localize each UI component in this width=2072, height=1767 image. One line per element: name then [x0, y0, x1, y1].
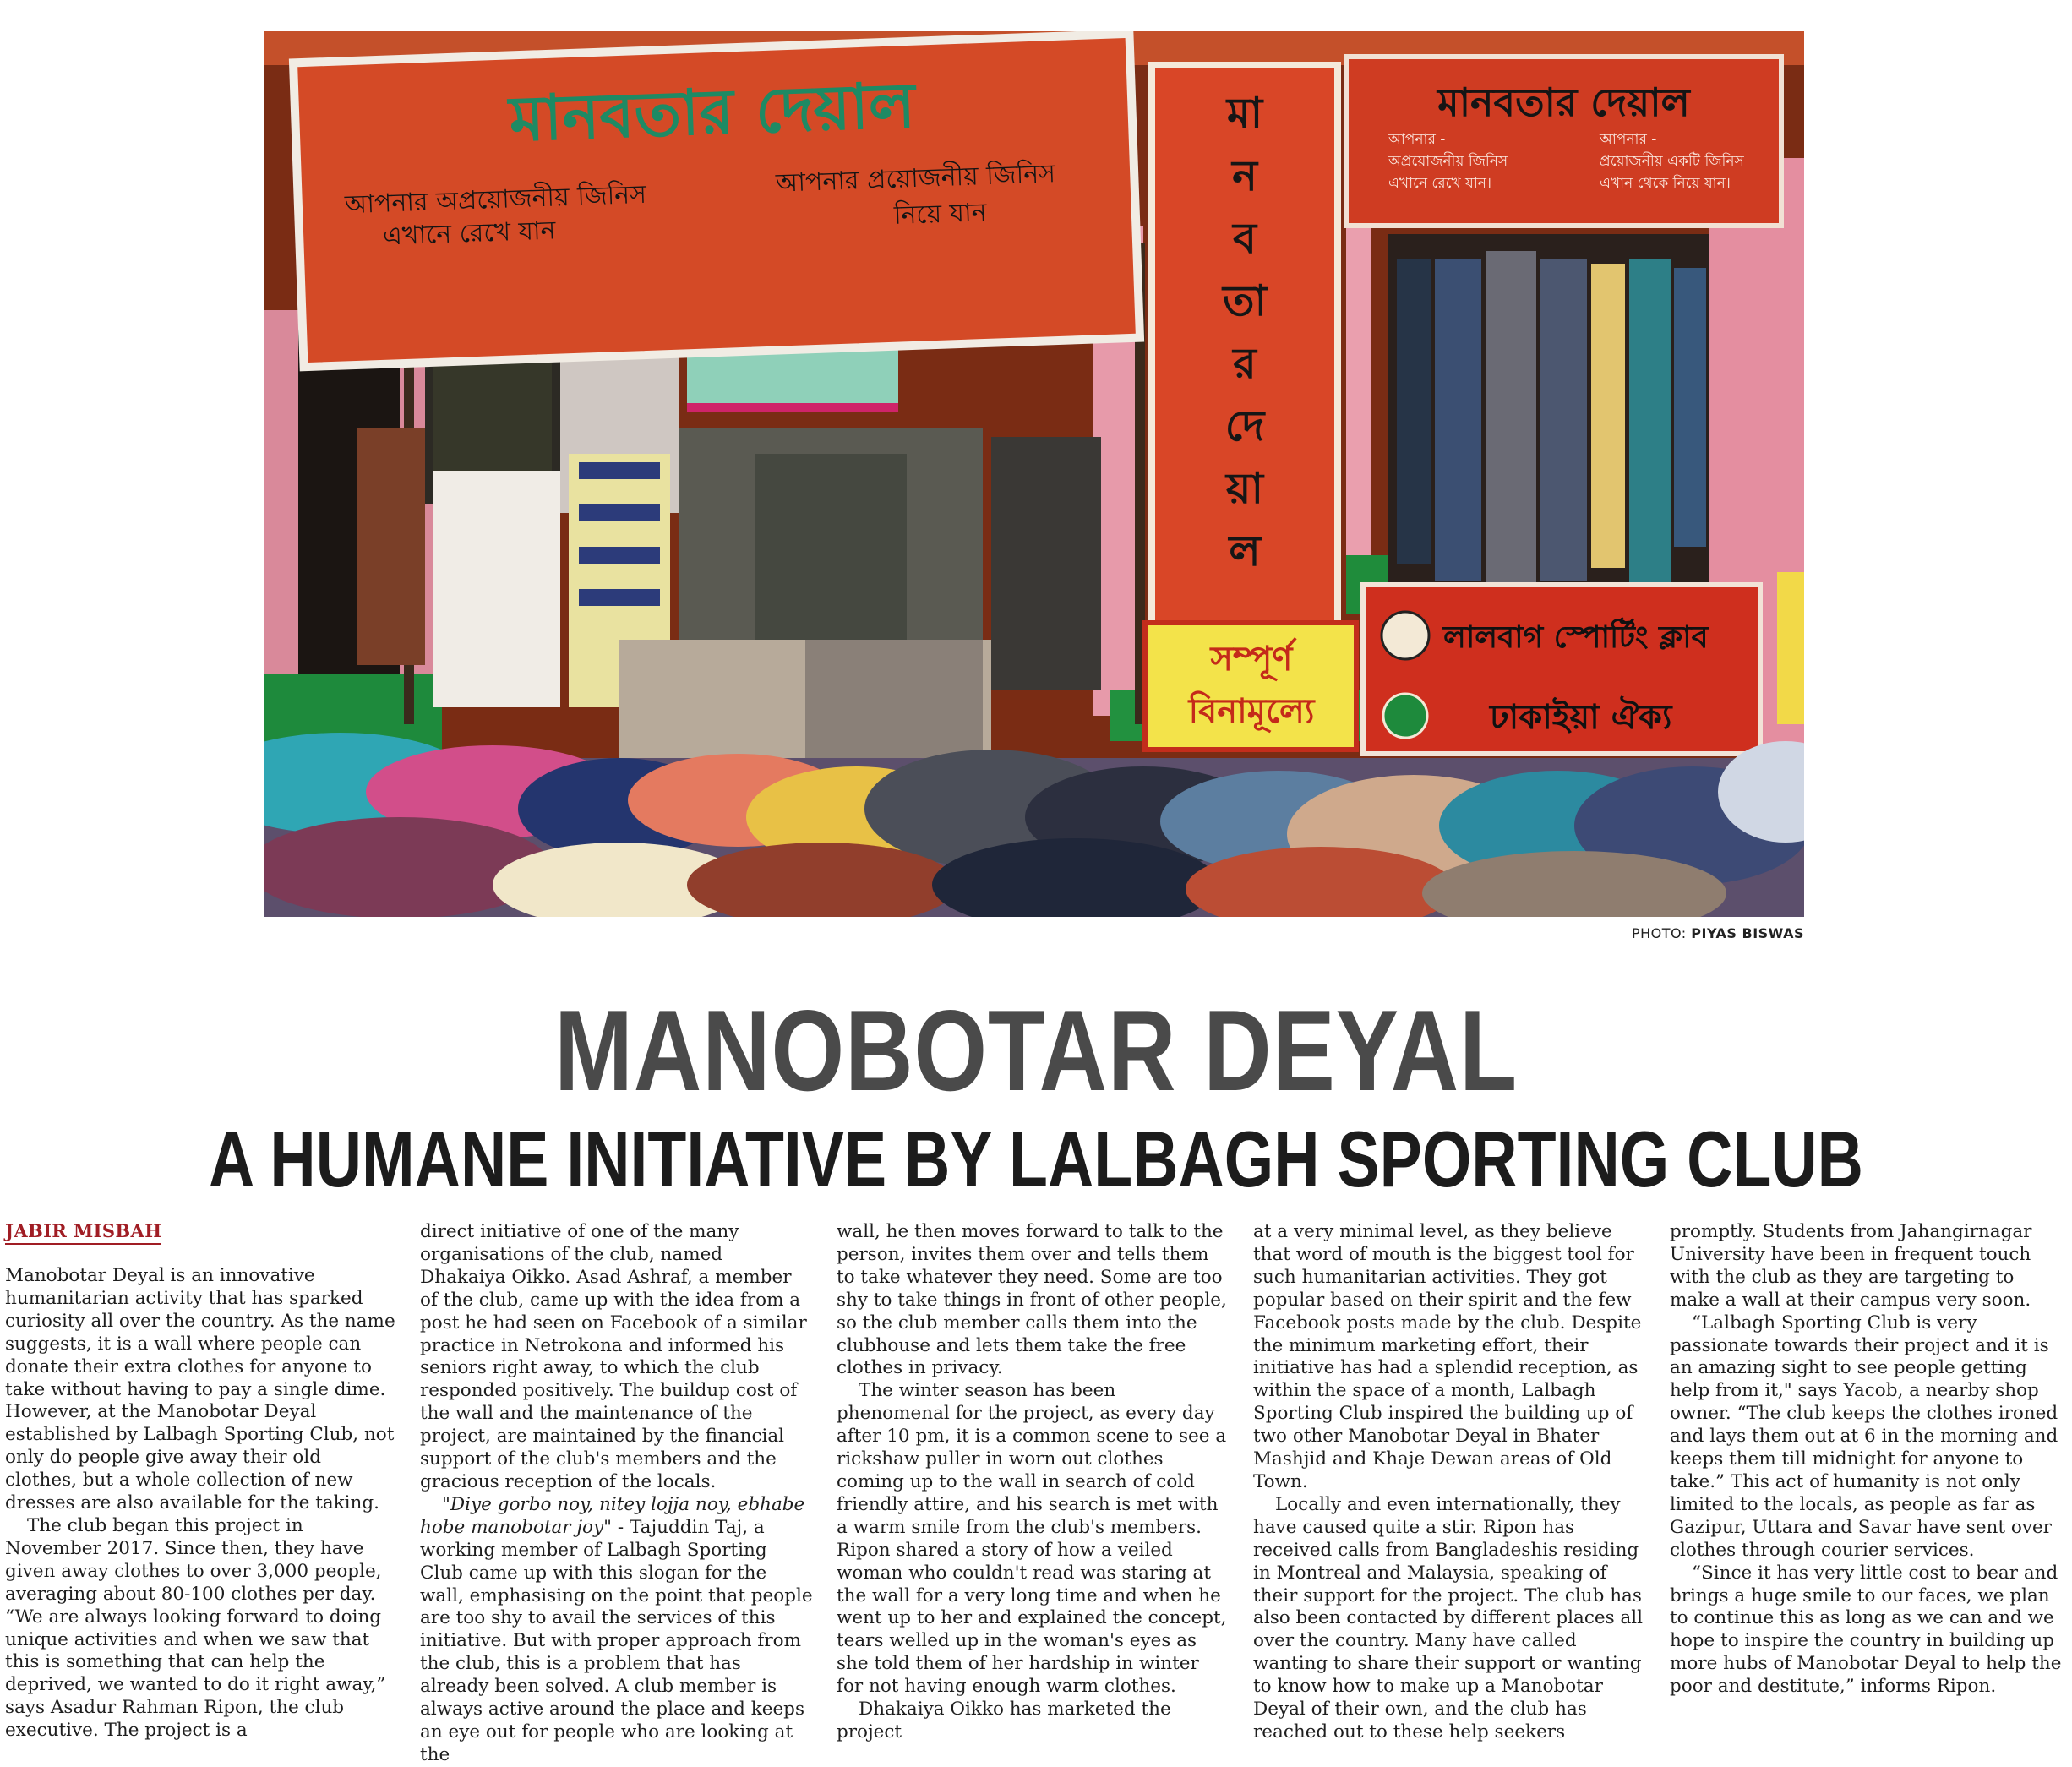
- paragraph: Manobotar Deyal is an innovative humanitarian activity that has sparked curiosity all over the country. As the name suggests, it is a wall where people can donate their extra clothes for anyone to take without having to pay a single dime. However, at the Manobotar Deyal established by Lalbagh Sporting Club, not only do people give away their old clothes, but a whole collection of new dresses are also available for the taking.: [5, 1265, 395, 1514]
- subheadline: A HUMANE INITIATIVE BY LALBAGH SPORTING CLUB: [209, 1115, 1864, 1203]
- yellow-sign-line: বিনামূল্যে: [1188, 692, 1315, 731]
- paragraph: Dhakaiya Oikko has marketed the project: [837, 1699, 1171, 1742]
- club-banner-line1: লালবাগ স্পোর্টিং ক্লাব: [1443, 620, 1709, 655]
- club-banner-line2: ঢাকাইয়া ঐক্য: [1490, 698, 1672, 737]
- paragraph: “Lalbagh Sporting Club is very passionate towards their project and it is an amazing sight to see people getting help from it," says Yacob, a nearby shop owner. “The club keeps the clothes ironed and lays them out at 6 in the morning and keeps them till midnight for anyone to take.” This act of humanity is not only limited to the locals, as people as far as Gazipur, Uttara and Savar have sent over clothes through courier services.: [1670, 1312, 2058, 1561]
- paragraph: Locally and even internationally, they have caused quite a stir. Ripon has received calls from Bangladeshis residing in Montreal and Malaysia, speaking of their support for the project. The club has also been contacted by different places all over the country. Many have called wanting to share their support or wanting to know how to make up a Manobotar Deyal of their own, and the club has reached out to these help seekers: [1253, 1493, 1644, 1742]
- article-column-3: [837, 1221, 1230, 1744]
- banner-main-left: আপনার অপ্রয়োজনীয় জিনিস: [344, 179, 647, 221]
- paragraph: at a very minimal level, as they believe that word of mouth is the biggest tool for such humanitarian activities. They got popular based on their spirit and the few Facebook posts made by the club. Despite the minimum marketing effort, their initiative has had a splendid reception, as within the space of a month, Lalbagh Sporting Club inspired the building up of two other Manobotar Deyal in Bhater Mashjid and Khaje Dewan areas of Old Town.: [1253, 1221, 1642, 1492]
- vertical-sign-char: ব: [1233, 214, 1257, 263]
- sign-right-right-line: প্রয়োজনীয় একটি জিনিস: [1600, 153, 1744, 170]
- vertical-sign-char: দে: [1224, 401, 1265, 450]
- photo-credit-name: PIYAS BISWAS: [1691, 925, 1804, 941]
- vertical-sign: [1152, 82, 1338, 582]
- paragraph: “Since it has very little cost to bear and brings a huge smile to our faces, we plan to continue this as long as we can and we hope to inspire the country in building up more hubs of Manobotar Deyal to help the poor and destitute,” informs Ripon.: [1670, 1562, 2062, 1698]
- vertical-sign-char: তা: [1222, 276, 1268, 325]
- vertical-sign-char: ন: [1232, 151, 1257, 200]
- paragraph: direct initiative of one of the many organisations of the club, named Dhakaiya Oikko. Asad Ashraf, a member of the club, came up with the idea from a post he had seen on Facebook of a similar practice in Netrokona and informed his seniors right away, to which the club responded positively. The buildup cost of the wall and the maintenance of the project, are maintained by the financial support of the club's members and the gracious reception of the locals.: [420, 1221, 807, 1492]
- article-column-4: [1253, 1221, 1646, 1744]
- vertical-sign-char: য়া: [1226, 464, 1263, 513]
- sign-right-right-line: এখান থেকে নিয়ে যান।: [1600, 175, 1731, 192]
- paragraph-text: - Tajuddin Taj, a working member of Lalbagh Sporting Club came up with this slogan for the wall, emphasising on the point that people are too shy to avail the services of this initiative. But with proper approach from the club, this is a problem that has already been solved. A club member is always active around the place and keeps an eye out for people who are looking at the: [420, 1516, 813, 1765]
- yellow-sign: [1148, 633, 1355, 738]
- article-column-1: [5, 1221, 398, 1742]
- vertical-sign-char: ল: [1229, 526, 1261, 575]
- sign-right-right-line: আপনার -: [1600, 131, 1657, 148]
- headline: MANOBOTAR DEYAL: [554, 986, 1518, 1115]
- paragraph: promptly. Students from Jahangirnagar University have been in frequent touch with the club as they are targeting to make a wall at their campus very soon.: [1670, 1221, 2032, 1311]
- sign-right-left: [1388, 128, 1508, 194]
- photo-credit: [1632, 925, 1804, 941]
- article-column-5: [1670, 1221, 2063, 1699]
- yellow-sign-line: সম্পূর্ণ: [1210, 640, 1293, 679]
- vertical-sign-char: মা: [1226, 89, 1263, 138]
- sign-right-left-line: আপনার -: [1388, 131, 1446, 148]
- article-column-2: [420, 1221, 813, 1767]
- vertical-sign-char: র: [1233, 339, 1257, 388]
- byline: JABIR MISBAH: [5, 1221, 161, 1245]
- sign-right-title: মানবতার দেয়াল: [1437, 79, 1690, 125]
- paragraph: The club began this project in November 2017. Since then, they have given away clothes to over 3,000 people, averaging about 80-100 clothes per day. “We are always looking forward to doing unique activities and when we saw that this is something that can help the deprived, we wanted to do it right away,” says Asadur Rahman Ripon, the club executive. The project is a: [5, 1514, 386, 1742]
- banner-main-right2: নিয়ে যান: [893, 198, 988, 231]
- banner-main-left2: এখানে রেখে যান: [382, 215, 557, 252]
- sign-right-left-line: এখানে রেখে যান।: [1388, 175, 1492, 192]
- sign-right-right: [1600, 128, 1744, 194]
- feature-photo: [264, 31, 1804, 917]
- slogan-quote: "Diye gorbo noy, nitey lojja noy, ebhabe hobe manobotar joy": [420, 1493, 805, 1538]
- banner-main-title: মানবতার দেয়াল: [508, 68, 917, 156]
- photo-credit-label: PHOTO:: [1631, 925, 1687, 941]
- paragraph: [420, 1494, 813, 1767]
- paragraph: The winter season has been phenomenal for the project, as every day after 10 pm, it is a common scene to see a rickshaw puller in worn out clothes coming up to the wall in search of cold friendly attire, and his search is met with a warm smile from the club's members. Ripon shared a story of how a veiled woman who couldn't read was staring at the wall for a very long time and when he went up to her and explained the concept, tears welled up in the woman's eyes as she told them of her hardship in winter for not having enough warm clothes.: [837, 1380, 1227, 1698]
- paragraph: wall, he then moves forward to talk to the person, invites them over and tells them to take whatever they need. Some are too shy to take things in front of other people, so the club member calls them into the clubhouse and lets them take the free clothes in privacy.: [837, 1221, 1227, 1379]
- banner-main-right: আপনার প্রয়োজনীয় জিনিস: [775, 159, 1056, 199]
- article-body: [5, 1220, 2067, 1765]
- sign-right-left-line: অপ্রয়োজনীয় জিনিস: [1388, 153, 1508, 170]
